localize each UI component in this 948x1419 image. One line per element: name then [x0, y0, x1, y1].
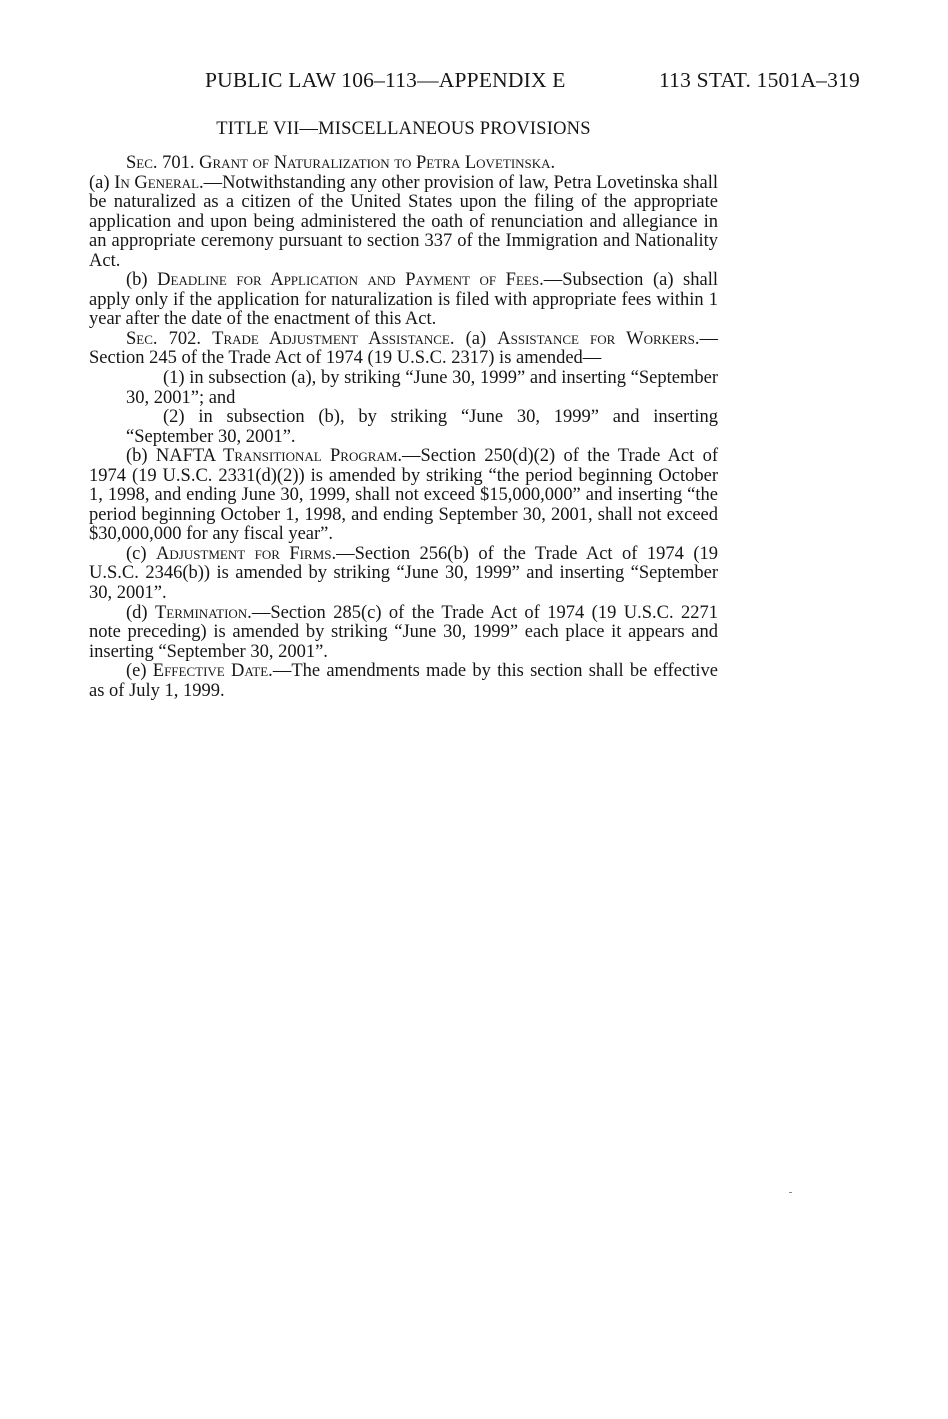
- subsection-label: (d): [126, 602, 155, 623]
- subsection-heading: In General.: [114, 172, 204, 193]
- sec-702-subsection-a: [89, 330, 718, 369]
- subsection-label: (b): [126, 446, 156, 467]
- subsection-text: —Notwithstanding any other provision of law, Petra Lovetinska shall be naturalized as a citizen of the United States upon the filing of the appropriate application and upon being administered the oath of renunciation and allegiance in an appropriate ceremony pursuant to section 337 of the Immigration and Nationality Act.: [89, 172, 718, 271]
- section-label: Sec. 702.: [126, 328, 202, 349]
- subsection-heading: Effective Date.: [152, 661, 273, 682]
- section-label: Sec. 701.: [126, 153, 195, 173]
- subsection-label: (a): [89, 172, 115, 193]
- subsection-heading: Deadline for Application and Payment of Fees.: [157, 270, 544, 291]
- subsection-heading: Termination.: [155, 602, 252, 623]
- section-title: Grant of Naturalization to Petra Lovetinska.: [199, 153, 556, 173]
- subsection-text: —Section 250(d)(2) of the Trade Act of 1974 (19 U.S.C. 2331(d)(2)) is amended by striking “the period beginning October 1, 1998, and ending June 30, 1999, shall not exceed $15,000,000” and inserting “the period beginning October 1, 1998, and ending September 30, 2001, shall not exceed $30,000,000 for any fiscal year”.: [89, 446, 719, 545]
- subsection-label: (b): [126, 270, 158, 291]
- amendment-item-2: (2) in subsection (b), by striking “June 30, 1999” and inserting “September 30, 2001”.: [126, 407, 718, 447]
- subsection-heading: Adjustment for Firms.: [156, 543, 337, 564]
- subsection-heading: NAFTA Transitional Program.: [155, 446, 403, 467]
- subsection-label: (c): [126, 543, 156, 564]
- running-header: [205, 65, 860, 95]
- header-statute-page: 113 STAT. 1501A–319: [659, 68, 860, 92]
- subsection-heading: Assistance for Workers.: [497, 328, 700, 349]
- sec-702-subsection-d: [89, 604, 718, 663]
- header-law-citation: PUBLIC LAW 106–113—APPENDIX E: [205, 68, 566, 92]
- sec-702-subsection-c: [89, 545, 718, 604]
- sec-701-heading: [89, 154, 718, 174]
- sec-701-subsection-b: [89, 271, 718, 330]
- sec-702-subsection-b: [89, 447, 718, 545]
- title-heading: TITLE VII—MISCELLANEOUS PROVISIONS: [216, 119, 591, 139]
- subsection-text: —Section 285(c) of the Trade Act of 1974 (19 U.S.C. 2271 note preceding) is amended by striking “June 30, 1999” each place it appears and inserting “September 30, 2001”.: [89, 602, 719, 662]
- document-body: [89, 154, 718, 701]
- scan-speck: [789, 1192, 792, 1193]
- subsection-label: (a): [454, 328, 498, 349]
- section-title: Trade Adjustment Assistance.: [212, 328, 455, 349]
- sec-701-subsection-a: [89, 174, 718, 272]
- subsection-label: (e): [126, 661, 153, 682]
- subsection-text: —The amendments made by this section shall be effective as of July 1, 1999.: [89, 661, 718, 701]
- subsection-text: —Subsection (a) shall apply only if the application for naturalization is filed with appropriate fees within 1 year after the date of the enactment of this Act.: [89, 270, 719, 330]
- amendment-item-1: (1) in subsection (a), by striking “June 30, 1999” and inserting “September 30, 2001”; and: [126, 368, 718, 408]
- subsection-text: —Section 245 of the Trade Act of 1974 (19 U.S.C. 2317) is amended—: [89, 328, 719, 369]
- subsection-text: —Section 256(b) of the Trade Act of 1974 (19 U.S.C. 2346(b)) is amended by striking “June 30, 1999” and inserting “September 30, 2001”.: [89, 543, 718, 604]
- sec-702-subsection-e: [89, 662, 718, 701]
